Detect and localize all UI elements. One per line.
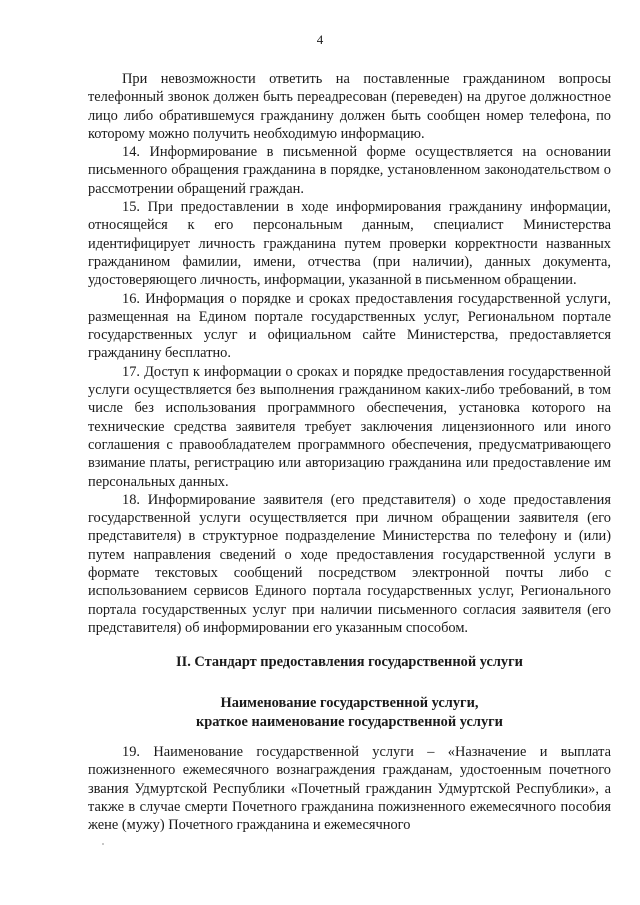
paragraph-14: 14. Информирование в письменной форме осуществляется на основании письменного обращения гражданина в порядке, установленном законодательством о рассмотрении обращений граждан.	[88, 144, 611, 197]
document-body	[88, 70, 611, 637]
page-number: 4	[316, 32, 324, 47]
subheading-line-1: Наименование государственной услуги,	[220, 695, 479, 711]
scan-speck	[102, 843, 104, 845]
subheading-line-2: краткое наименование государственной услуги	[196, 713, 503, 730]
paragraph-16: 16. Информация о порядке и сроках предоставления государственной услуги, размещенная на Едином портале государственных услуг, Региональном портале государственных услуг и официальном сайте Министерства, предоставляется гражданину бесплатно.	[88, 290, 611, 362]
subheading	[88, 694, 611, 731]
paragraph-19: 19. Наименование государственной услуги – «Назначение и выплата пожизненного ежемесячного вознаграждения гражданам, удостоенным почетного звания Удмуртской Республики «Почетный гражданин Удмуртской Республики», а также в случае смерти Почетного гражданина пожизненного ежемесячного пособия жене (мужу) Почетного гражданина и ежемесячного	[88, 744, 611, 834]
document-body-continued	[88, 743, 611, 834]
paragraph-17: 17. Доступ к информации о сроках и порядке предоставления государственной услуги осуществляется без выполнения гражданином каких-либо требований, в том числе без использования программного обеспечения, установка которого на технические средства заявителя требует заключения лицензионного или иного соглашения с правообладателем программного обеспечения, предусматривающего взимание платы, регистрацию или авторизацию гражданина или предоставление им персональных данных.	[88, 363, 611, 490]
paragraph-18: 18. Информирование заявителя (его представителя) о ходе предоставления государственной услуги осуществляется при личном обращении заявителя (его представителя) в структурное подразделение Министерства по телефону и (или) путем направления сведений о ходе предоставления государственной услуги в формате текстовых сообщений посредством электронной почты либо с использованием сервисов Единого портала государственных услуг, Регионального портала государственных услуг при наличии письменного согласия заявителя (его представителя) об информировании его указанным способом.	[88, 491, 611, 636]
paragraph-15: 15. При предоставлении в ходе информирования гражданину информации, относящейся к его персональным данным, специалист Министерства идентифицирует личность гражданина путем проверки корректности названных гражданином фамилии, имени, отчества (при наличии), данных документа, удостоверяющего личность, информации, указанной в письменном обращении.	[88, 199, 611, 289]
section-heading: II. Стандарт предоставления государственной услуги	[176, 654, 523, 670]
paragraph-phone-redirect: При невозможности ответить на поставленные гражданином вопросы телефонный звонок должен быть переадресован (переведен) на другое должностное лицо либо обратившемуся гражданину должен быть сообщен номер телефона, по которому можно получить необходимую информацию.	[88, 71, 611, 142]
